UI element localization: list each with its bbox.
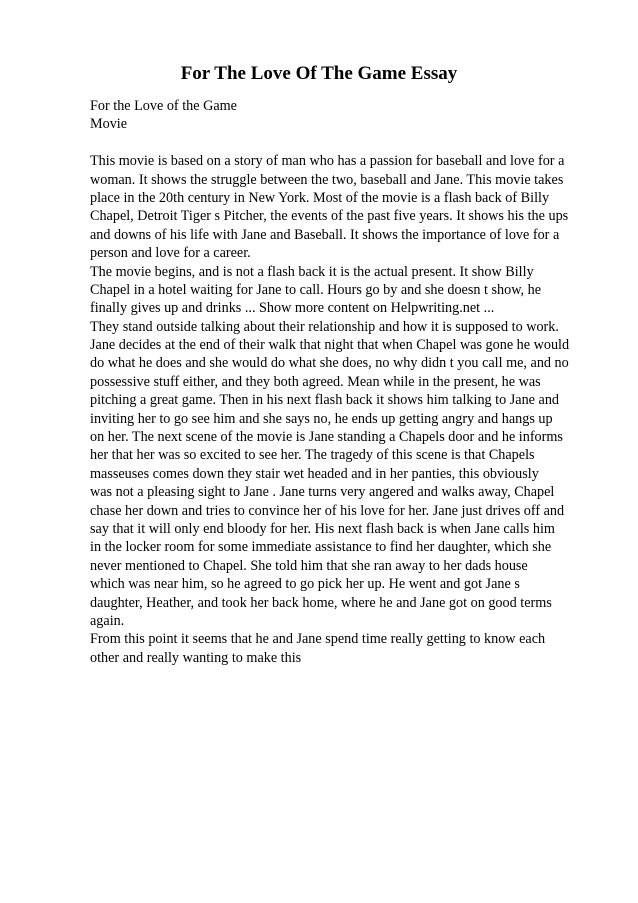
header-line-type: Movie xyxy=(90,116,128,133)
body-line: pitching a great game. Then in his next flash back it shows him talking to Jane and xyxy=(90,392,560,409)
body-line: was not a pleasing sight to Jane . Jane turns very angered and walks away, Chapel xyxy=(90,484,555,501)
body-line: and downs of his life with Jane and Baseball. It shows the importance of love for a xyxy=(90,226,560,243)
body-line: masseuses comes down they stair wet headed and in her panties, this obviously xyxy=(90,465,539,482)
body-line: They stand outside talking about their relationship and how it is supposed to work. xyxy=(90,318,559,335)
body-line: in the locker room for some immediate assistance to find her daughter, which she xyxy=(90,539,552,556)
body-line: say that it will only end bloody for her. His next flash back is when Jane calls him xyxy=(90,520,555,537)
body-line: daughter, Heather, and took her back home, where he and Jane got on good terms xyxy=(90,594,552,611)
body-line: possessive stuff either, and they both agreed. Mean while in the present, he was xyxy=(90,373,541,390)
body-line: other and really wanting to make this xyxy=(90,649,302,666)
body-line: again. xyxy=(90,612,125,629)
body-line: Jane decides at the end of their walk that night that when Chapel was gone he would xyxy=(90,337,570,354)
header-line-title: For the Love of the Game xyxy=(90,98,237,114)
body-line: inviting her to go see him and she says no, he ends up getting angry and hangs up xyxy=(90,410,553,427)
body-text xyxy=(90,152,590,667)
document-title: For The Love Of The Game Essay xyxy=(180,63,458,84)
paragraph-gap xyxy=(90,134,590,152)
body-line-show-more: finally gives up and drinks ... Show more content on Helpwriting.net ... xyxy=(90,300,495,317)
body-line: chase her down and tries to convince her of his love for her. Jane just drives off and xyxy=(90,502,565,519)
body-line: woman. It shows the struggle between the two, baseball and Jane. This movie takes xyxy=(90,171,564,188)
body-line: never mentioned to Chapel. She told him that she ran away to her dads house xyxy=(90,557,528,574)
body-line: which was near him, so he agreed to go pick her up. He went and got Jane s xyxy=(90,576,520,593)
body-line: do what he does and she would do what she does, no why didn t you call me, and no xyxy=(90,355,569,372)
body-line: her that her was so excited to see her. The tragedy of this scene is that Chapels xyxy=(90,447,535,464)
body-line: This movie is based on a story of man who has a passion for baseball and love for a xyxy=(90,153,565,170)
body-line: on her. The next scene of the movie is Jane standing a Chapels door and he informs xyxy=(90,429,563,446)
body-line: From this point it seems that he and Jane spend time really getting to know each xyxy=(90,631,546,648)
body-line: Chapel in a hotel waiting for Jane to call. Hours go by and she doesn t show, he xyxy=(90,281,542,298)
body-line: Chapel, Detroit Tiger s Pitcher, the events of the past five years. It shows his the ups xyxy=(90,208,569,225)
body-line: place in the 20th century in New York. Most of the movie is a flash back of Billy xyxy=(90,189,550,206)
body-line: The movie begins, and is not a flash back it is the actual present. It show Billy xyxy=(90,263,534,280)
body-line: person and love for a career. xyxy=(90,245,251,262)
document-content xyxy=(90,97,590,667)
